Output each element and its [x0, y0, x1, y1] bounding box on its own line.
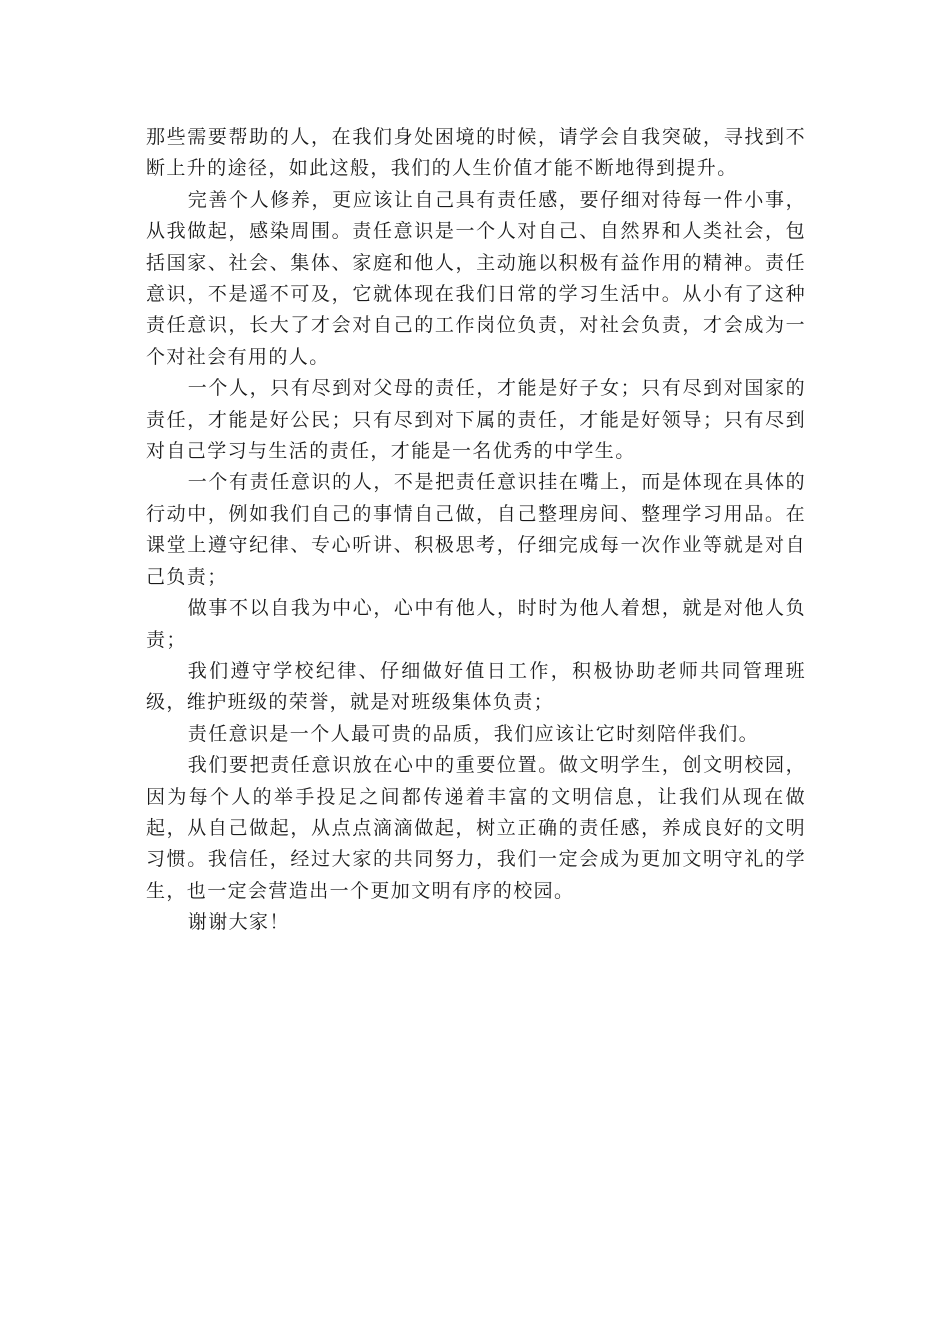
paragraph-2: 完善个人修养，更应该让自己具有责任感，要仔细对待每一件小事，从我做起，感染周围。责任意识是一个人对自己、自然界和人类社会，包括国家、社会、集体、家庭和他人，主动施以积极有益作用的精神。责任意识，不是遥不可及，它就体现在我们日常的学习生活中。从小有了这种责任意识，长大了才会对自己的工作岗位负责，对社会负责，才会成为一个对社会有用的人。 [146, 188, 806, 368]
paragraph-1: 那些需要帮助的人，在我们身处困境的时候，请学会自我突破，寻找到不断上升的途径，如此这般，我们的人生价值才能不断地得到提升。 [146, 126, 806, 180]
closing-thanks: 谢谢大家！ [187, 911, 290, 934]
paragraph-4: 一个有责任意识的人，不是把责任意识挂在嘴上，而是体现在具体的行动中，例如我们自己的事情自己做，自己整理房间、整理学习用品。在课堂上遵守纪律、专心听讲、积极思考，仔细完成每一次作业等就是对自己负责； [146, 471, 806, 588]
paragraph-5: 做事不以自我为中心，心中有他人，时时为他人着想，就是对他人负责； [146, 597, 806, 651]
paragraph-8: 我们要把责任意识放在心中的重要位置。做文明学生，创文明校园，因为每个人的举手投足之间都传递着丰富的文明信息，让我们从现在做起，从自己做起，从点点滴滴做起，树立正确的责任感，养成良好的文明习惯。我信任，经过大家的共同努力，我们一定会成为更加文明守礼的学生，也一定会营造出一个更加文明有序的校园。 [146, 754, 806, 902]
paragraph-6: 我们遵守学校纪律、仔细做好值日工作，积极协助老师共同管理班级，维护班级的荣誉，就是对班级集体负责； [146, 659, 806, 714]
paragraph-7: 责任意识是一个人最可贵的品质，我们应该让它时刻陪伴我们。 [187, 722, 759, 745]
document-body [146, 122, 806, 939]
paragraph-3: 一个人，只有尽到对父母的责任，才能是好子女；只有尽到对国家的责任，才能是好公民；只有尽到对下属的责任，才能是好领导；只有尽到对自己学习与生活的责任，才能是一名优秀的中学生。 [146, 377, 806, 463]
